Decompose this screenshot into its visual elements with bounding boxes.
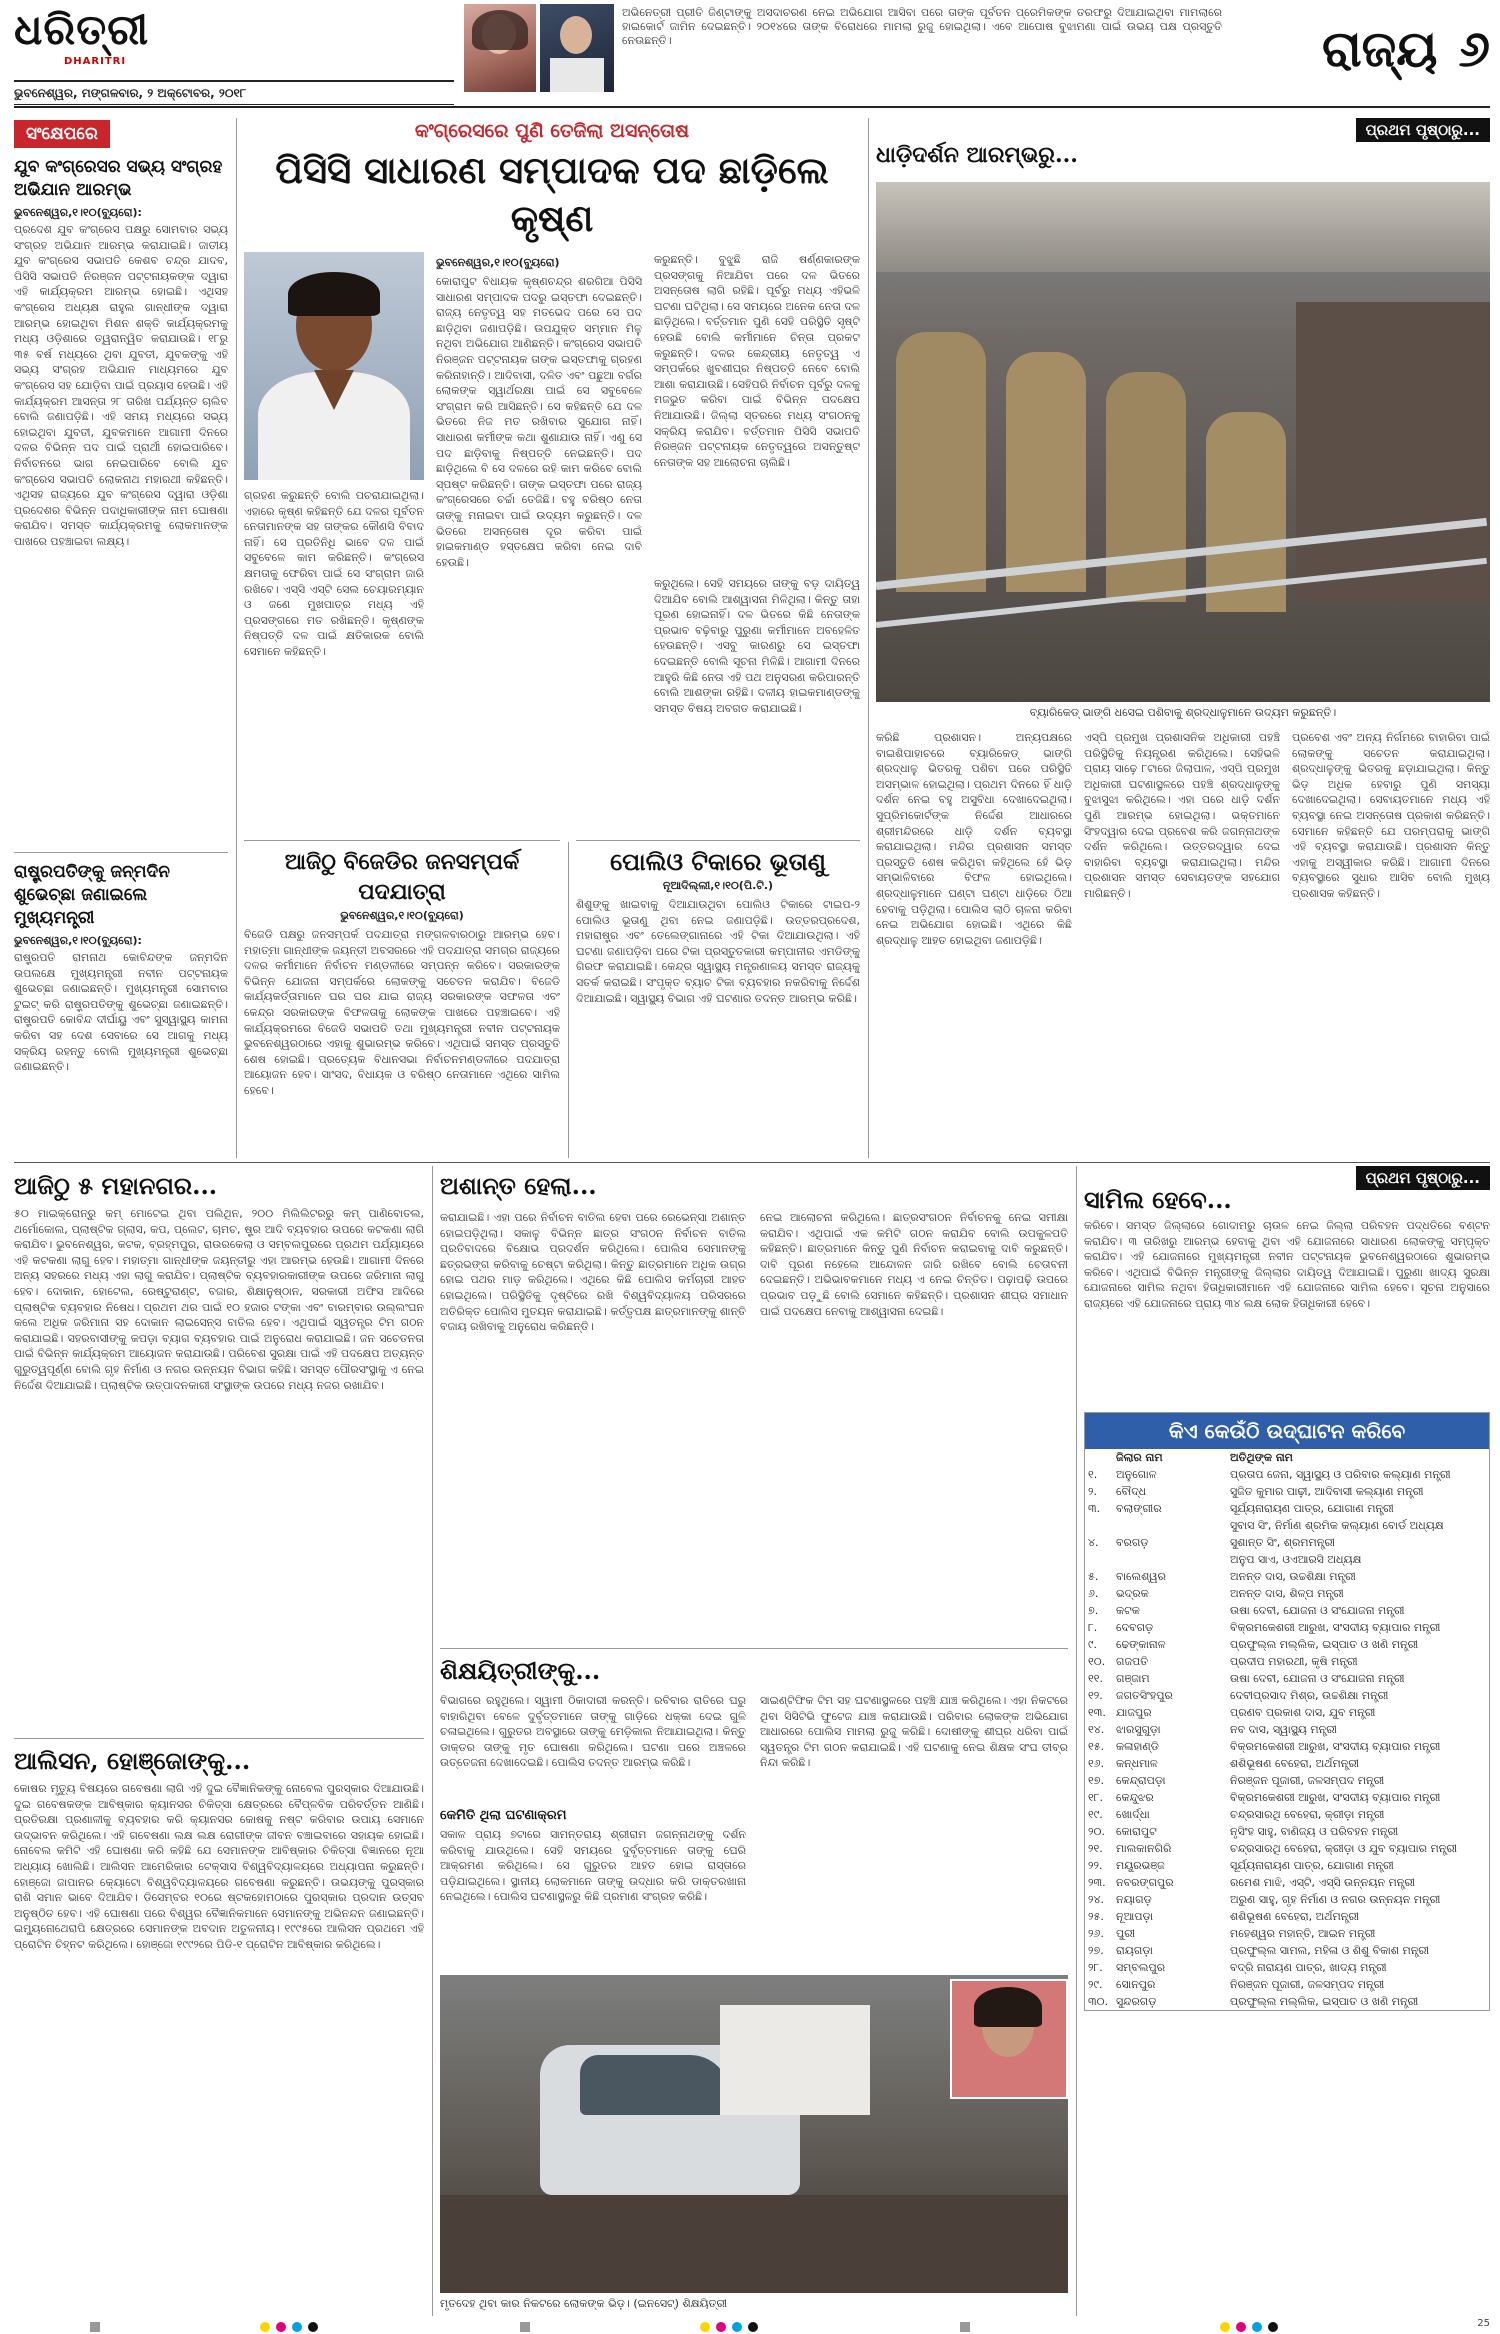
guest-cell: ଚନ୍ଦ୍ରସାରଥି ବେହେରା, କ୍ରୀଡ଼ା ଓ ଯୁବ ବ୍ୟାପାର ମନ୍ତ୍ରୀ [1230, 1842, 1458, 1855]
continued-label-bottom: ପ୍ରଥମ ପୃଷ୍ଠାରୁ... [1356, 1166, 1490, 1190]
district-cell [1113, 1517, 1227, 1534]
lead-body-col2b: କରୁଥିଲେ। ସେହି ସମୟରେ ତାଙ୍କୁ ବଡ଼ ଦାୟିତ୍ୱ ଦିଆଯିବ ବୋଲି ଆଶ୍ୱାସନା ମିଳିଥିଲା। କିନ୍ତୁ ତାହା ପୂରଣ ହୋଇନାହିଁ। ଦଳ ଭିତରେ କିଛି ନେତାଙ୍କ ପ୍ରଭାବ ବଢ଼ିବାରୁ ପୁରୁଣା କର୍ମୀମାନେ ଅବହେଳିତ ହେଉଛନ୍ତି। ଏସବୁ କାରଣରୁ ସେ ଇସ୍ତଫା ଦେଇଛନ୍ତି ବୋଲି ସୂଚନା ମିଳିଛି। ଆଗାମୀ ଦିନରେ ଆହୁରି କିଛି ନେତା ଏହି ପଥ ଅନୁସରଣ କରିପାରନ୍ତି ବୋଲି ଆଶଙ୍କା ରହିଛି। ଦଳୀୟ ହାଇକମାଣ୍ଡଙ୍କୁ ସମସ୍ତ ବିଷୟ ଅବଗତ କରାଯାଇଛି। [654, 577, 860, 715]
district-cell: କନ୍ଧମାଳ [1116, 1757, 1158, 1770]
district-cell: ଅନୁଗୋଳ [1116, 1468, 1157, 1481]
row-number: ୩. [1088, 1502, 1101, 1515]
district-cell: କୋରାପୁଟ [1116, 1825, 1157, 1838]
teacher-headline: ଶିକ୍ଷୟିତ୍ରୀଙ୍କୁ... [440, 1656, 601, 1685]
teacher-story [440, 1648, 1068, 2325]
brief2-dateline: ଭୁବନେଶ୍ୱର,୧।୧୦(ବ୍ୟୁରୋ): [14, 934, 142, 947]
row-number [1085, 1517, 1113, 1534]
row-number: ୨୭. [1088, 1944, 1104, 1957]
row-number: ୨୨. [1088, 1859, 1103, 1872]
row-number: ୧୬. [1088, 1757, 1105, 1770]
join-body: କରିବେ। ସମସ୍ତ ଜିଲ୍ଲାରେ ଗୋଦାମରୁ ଚାଉଳ ନେଇ ଜିଲ୍ଲା ପରିବହନ ପଦ୍ଧତିରେ ବଣ୍ଟନ କରାଯିବ। ୩ ତାରିଖରୁ ଆରମ୍ଭ ହେବାକୁ ଥିବା ଏହି ଯୋଜନାରେ ସାଧାରଣ ଲୋକଙ୍କୁ ସମ୍ପୃକ୍ତ କରାଯିବ। ଏହି ଯୋଜନାରେ ମୁଖ୍ୟମନ୍ତ୍ରୀ ନବୀନ ପଟ୍ଟନାୟକ ଭୁବନେଶ୍ୱରଠାରେ ଶୁଭାରମ୍ଭ କରିବେ। ଏଥିପାଇଁ ବିଭିନ୍ନ ମନ୍ତ୍ରୀଙ୍କୁ ଜିଲ୍ଲାର ଦାୟିତ୍ୱ ଦିଆଯାଇଛି। ପୁରୁଣା ଖାଦ୍ୟ ସୁରକ୍ଷା ଯୋଜନାରେ ସାମିଲ ନଥିବା ହିତାଧିକାରୀମାନେ ଏହି ଯୋଜନାରେ ସାମିଲ ହେବେ। ସୂଚନା ଅନୁସାରେ ରାଜ୍ୟରେ ଏହି ଯୋଜନାରେ ପ୍ରାୟ ୩୪ ଲକ୍ଷ ଲୋକ ହିତାଧିକାରୀ ହେବେ। [1084, 1219, 1490, 1310]
table-row [1085, 1789, 1489, 1806]
lead-dateline: ଭୁବନେଶ୍ୱର,୧।୧୦(ବ୍ୟୁରୋ) [436, 256, 560, 269]
lead-photo [244, 252, 424, 480]
guest-cell: ବିକ୍ରମକେଶରୀ ଆରୁଖ, ସଂସଦୀୟ ବ୍ୟାପାର ମନ୍ତ୍ରୀ [1230, 1621, 1441, 1634]
table-row [1085, 1942, 1489, 1959]
issue-date: ଭୁବନେଶ୍ୱର, ମଙ୍ଗଳବାର, ୨ ଅକ୍ଟୋବର, ୨୦୧୮ [14, 86, 247, 100]
darshan-body-col1: କରିଛି ପ୍ରଶାସନ। ଅନ୍ୟପକ୍ଷରେ ବାଇଶିପାହାଚରେ ବ୍ୟାରିକେଡ୍ ଭାଙ୍ଗି ଶ୍ରଦ୍ଧାଳୁ ଭିତରକୁ ପଶିବା ପରେ ପରିସ୍ଥିତି ଅସମ୍ଭାଳ ହୋଇଥିଲା। ପ୍ରଥମ ଦିନରେ ହିଁ ଧାଡ଼ି ଦର୍ଶନ ନେଇ ବହୁ ଅସୁବିଧା ଦେଖାଦେଇଥିଲା। ସୁପ୍ରିମକୋର୍ଟଙ୍କ ନିର୍ଦ୍ଦେଶ ଆଧାରରେ ଶ୍ରୀମନ୍ଦିରରେ ଧାଡ଼ି ଦର୍ଶନ ବ୍ୟବସ୍ଥା କରାଯାଇଥିଲା। ମନ୍ଦିର ପ୍ରଶାସନ ସମସ୍ତ ପ୍ରସ୍ତୁତି ଶେଷ କରିଥିବା କହିଥିଲେ ହେଁ ଭିଡ଼ ସମ୍ଭାଳିବାରେ ବିଫଳ ହୋଇଥିଲେ। ଶ୍ରଦ୍ଧାଳୁମାନେ ଘଣ୍ଟା ଘଣ୍ଟା ଧାଡ଼ିରେ ଠିଆ ହେବାକୁ ପଡ଼ିଥିଲା। ପୋଲିସ ଲାଠି ଚାଳନା କରିବା ନେଇ ଅଭିଯୋଗ ହୋଇଛି। ଏଥିରେ କିଛି ଶ୍ରଦ୍ଧାଳୁ ଆହତ ହୋଇଥିବା ଜଣାପଡ଼ିଛି। [876, 731, 1072, 947]
guest-cell: ସୂର୍ଯ୍ୟନାରାୟଣ ପାତ୍ର, ଯୋଗାଣ ମନ୍ତ୍ରୀ [1230, 1859, 1394, 1872]
guest-cell: ପ୍ରଫୁଲ୍ଲ ମଲ୍ଲିକ, ଇସ୍ପାତ ଓ ଖଣି ମନ୍ତ୍ରୀ [1230, 1638, 1419, 1651]
lead-body-col0: ଗ୍ରହଣ କରୁଛନ୍ତି ବୋଲି ପଚରାଯାଇଥିଲା। ଏହାରେ କୃଷ୍ଣ କହିଛନ୍ତି ଯେ ଦଳର ପୂର୍ବତନ ନେତାମାନଙ୍କ ସହ ତାଙ୍କର କୌଣସି ବିବାଦ ନାହିଁ। ସେ ପ୍ରତିନିଧି ଭାବେ ଦଳ ପାଇଁ ସବୁବେଳେ କାମ କରିଛନ୍ତି। କଂଗ୍ରେସ କ୍ଷମତାକୁ ଫେରିବା ପାଇଁ ସେ ସଂଗ୍ରାମ ଜାରି ରଖିବେ। ଏସ୍‌ସି ଏସ୍‌ଟି ସେଲ ଚେୟାରମ୍ୟାନ ଓ ଜଣେ ମୁଖପାତ୍ର ମଧ୍ୟ ଏହି ପ୍ରସଙ୍ଗରେ ମତ ରଖିଛନ୍ତି। କୃଷ୍ଣଙ୍କ ନିଷ୍ପତ୍ତି ଦଳ ପାଇଁ କ୍ଷତିକାରକ ବୋଲି ସେମାନେ କହିଛନ୍ତି। [244, 489, 424, 658]
guest-cell: ରମେଶ ମାଝି, ଏସ୍‌ଟି, ଏସ୍‌ସି ଉନ୍ନୟନ ମନ୍ତ୍ରୀ [1230, 1876, 1416, 1889]
darshan-story [876, 118, 1490, 1158]
guest-cell: ଉଷା ଦେବୀ, ଯୋଜନା ଓ ସଂଯୋଜନା ମନ୍ତ୍ରୀ [1230, 1604, 1405, 1617]
polio-body: ଶିଶୁଙ୍କୁ ଖାଇବାକୁ ଦିଆଯାଉଥିବା ପୋଲିଓ ଟିକାରେ ଟାଇପ-୨ ପୋଲିଓ ଭୂତାଣୁ ଥିବା ନେଇ ଜଣାପଡ଼ିଛି। ଉତ୍ତରପ୍ରଦେଶ, ମହାରାଷ୍ଟ୍ର ଏବଂ ତେଲେଙ୍ଗାନାରେ ଏହି ଟିକା ଦିଆଯାଉଥିଲା। ଏହି ଘଟଣା ଜଣାପଡ଼ିବା ପରେ ଟିକା ପ୍ରସ୍ତୁତକାରୀ କମ୍ପାନୀର ଏମଡିଙ୍କୁ ଗିରଫ କରାଯାଇଛି। କେନ୍ଦ୍ର ସ୍ୱାସ୍ଥ୍ୟ ମନ୍ତ୍ରଣାଳୟ ସମସ୍ତ ରାଜ୍ୟକୁ ସତର୍କ କରାଇଛି। ସଂପୃକ୍ତ ବ୍ୟାଚ ଟିକା ବ୍ୟବହାର ନକରିବାକୁ ନିର୍ଦ୍ଦେଶ ଦିଆଯାଇଛି। ସ୍ୱାସ୍ଥ୍ୟ ବିଭାଗ ଏହି ଘଟଣାର ତଦନ୍ତ ଆରମ୍ଭ କରିଛି। [576, 898, 860, 1005]
teaser-photo-woman [464, 4, 536, 92]
guest-cell: ନବ ଦାସ, ସ୍ୱାସ୍ଥ୍ୟ ମନ୍ତ୍ରୀ [1230, 1723, 1337, 1736]
table-row [1085, 1568, 1489, 1585]
table-row [1085, 1687, 1489, 1704]
brief1-body: ପ୍ରଦେଶ ଯୁବ କଂଗ୍ରେସ ପକ୍ଷରୁ ସୋମବାର ସଭ୍ୟ ସଂଗ୍ରହ ଅଭିଯାନ ଆରମ୍ଭ କରାଯାଇଛି। ଜାତୀୟ ଯୁବ କଂଗ୍ରେସ ସଭାପତି କେଶବ ଚନ୍ଦ୍ର ଯାଦବ, ପିସିସି ସଭାପତି ନିରଞ୍ଜନ ପଟ୍ଟନାୟକଙ୍କ ଦ୍ୱାରା ଏହି କାର୍ଯ୍ୟକ୍ରମ ଆରମ୍ଭ ହୋଇଛି। ଏଥିସହ କଂଗ୍ରେସ ଅଧ୍ୟକ୍ଷ ରାହୁଲ ଗାନ୍ଧୀଙ୍କ ଦ୍ୱାରା ଆରମ୍ଭ ହୋଇଥିବା ମିଶନ ଶକ୍ତି କାର୍ଯ୍ୟକ୍ରମକୁ ମଧ୍ୟ ଓଡ଼ିଶାରେ ତ୍ୱରାନ୍ୱିତ କରାଯାଉଛି। ୧୮ରୁ ୩୫ ବର୍ଷ ମଧ୍ୟରେ ଥିବା ଯୁବତୀ, ଯୁବକଙ୍କୁ ଏହି ସଭ୍ୟ ସଂଗ୍ରହ ଅଭିଯାନ ମାଧ୍ୟମରେ ଯୁବ କଂଗ୍ରେସ ସହ ଯୋଡ଼ିବା ପାଇଁ ପ୍ରୟାସ ହେଉଛି। ଏହି କାର୍ଯ୍ୟକ୍ରମ ଆସନ୍ତା ୨୮ ତାରିଖ ପର୍ଯ୍ୟନ୍ତ ଚାଲିବ ବୋଲି ଜଣାପଡ଼ିଛି। ଏହି ସମୟ ମଧ୍ୟରେ ସଭ୍ୟ ହୋଇଥିବା ଯୁବତୀ, ଯୁବକମାନେ ଆଗାମୀ ଦିନରେ ଦଳର ବିଭିନ୍ନ ପଦ ପାଇଁ ପ୍ରାର୍ଥୀ ହୋଇପାରିବେ। ନିର୍ବାଚନରେ ଭାଗ ନେଇପାରିବେ ବୋଲି ଯୁବ କଂଗ୍ରେସ ସଭାପତି ଲୋକନାଥ ମହାରଥୀ କହିଛନ୍ତି। ଏଥିସହ ରାଜ୍ୟରେ ଯୁବ କଂଗ୍ରେସ ଦ୍ୱାରା ଓଡ଼ିଶା ପ୍ରଦେଶର ବିଭିନ୍ନ ପଦାଧିକାରୀଙ୍କ ନାମ ଘୋଷଣା କରାଯିବ। ସମସ୍ତ କାର୍ଯ୍ୟକ୍ରମକୁ ଲୋକମାନଙ୍କ ପାଖରେ ପହଞ୍ଚାଇବା ଲକ୍ଷ୍ୟ। [14, 223, 228, 548]
darshan-body-col2: ଏସ୍‌ପି ପ୍ରମୁଖ ପ୍ରଶାସନିକ ଅଧିକାରୀ ପହଞ୍ଚି ପରିସ୍ଥିତିକୁ ନିୟନ୍ତ୍ରଣ କରିଥିଲେ। ସେହିଭଳି ପ୍ରାୟ ସାଢ଼େ ୮ଟାରେ ଜିଲାପାଳ, ଏସ୍‌ପି ପ୍ରମୁଖ ଅଧିକାରୀ ଘଟଣାସ୍ଥଳରେ ପହଞ୍ଚି ଶ୍ରଦ୍ଧାଳୁଙ୍କୁ ବୁଝାସୁଝା କରିଥିଲେ। ଏହା ପରେ ଧାଡ଼ି ଦର୍ଶନ ପୁଣି ଆରମ୍ଭ ହୋଇଥିଲା। ଭକ୍ତମାନେ ସିଂହଦ୍ୱାର ଦେଇ ପ୍ରବେଶ କରି ଜଗନ୍ନାଥଙ୍କ ଦର୍ଶନ କରିଥିଲେ। ଉତ୍ତରଦ୍ୱାର ଦେଇ ବାହାରିବା ବ୍ୟବସ୍ଥା କରାଯାଇଥିଲା। ମନ୍ଦିର ପ୍ରଶାସନ ସମସ୍ତ ସେବାୟତଙ୍କ ସହଯୋଗ ମାଗିଛନ୍ତି। [1084, 731, 1280, 900]
teacher-body-col1: ବିଭାଗରେ ରହୁଥିଲେ। ସ୍ୱାମୀ ଠିକାଦାରୀ କରନ୍ତି। ରବିବାର ରାତିରେ ଘରୁ ବାହାରିଥିବା ବେଳେ ଦୁର୍ବୃତ୍ତମାନେ ତାଙ୍କୁ ଗାଡ଼ିରେ ଧକ୍କା ଦେଇ ଗୁଳି ଚଳାଇଥିଲେ। ଗୁରୁତର ଅବସ୍ଥାରେ ତାଙ୍କୁ ମେଡ଼ିକାଲ ନିଆଯାଇଥିଲା। କିନ୍ତୁ ଡାକ୍ତର ତାଙ୍କୁ ମୃତ ଘୋଷଣା କରିଥିଲେ। ଘଟଣା ପରେ ଅଞ୍ଚଳରେ ଉତ୍ତେଜନା ଦେଖାଦେଇଛି। ପୋଲିସ ତଦନ୍ତ ଆରମ୍ଭ କରିଛି। [440, 1694, 746, 1770]
guest-cell: ବିକ୍ରମକେଶରୀ ଆରୁଖ, ସଂସଦୀୟ ବ୍ୟାପାର ମନ୍ତ୍ରୀ [1230, 1791, 1441, 1804]
briefs-column [14, 120, 228, 1160]
lead-headline: ପିସିସି ସାଧାରଣ ସମ୍ପାଦକ ପଦ ଛାଡ଼ିଲେ କୃଷ୍ଣ [275, 148, 829, 240]
district-cell: ବଲାଙ୍ଗୀର [1116, 1502, 1162, 1515]
district-cell: ନୟାଗଡ଼ [1116, 1893, 1152, 1906]
guest-cell: ପ୍ରତାପ ଜେନା, ସ୍ୱାସ୍ଥ୍ୟ ଓ ପରିବାର କଲ୍ୟାଣ ମନ୍ତ୍ରୀ [1230, 1468, 1451, 1481]
row-number: ୨୬. [1088, 1927, 1104, 1940]
bjd-headline: ଆଜିଠୁ ବିଜେଡିର ଜନସମ୍ପର୍କ ପଦଯାତ୍ରା [284, 849, 520, 905]
briefs-tag: ସଂକ୍ଷେପରେ [14, 120, 110, 148]
table-row [1085, 1755, 1489, 1772]
darshan-photo [876, 182, 1490, 702]
cities-headline: ଆଜିଠୁ ୫ ମହାନଗର... [14, 1171, 218, 1200]
district-cell: ବରଗଡ଼ [1116, 1536, 1149, 1549]
guest-cell: ଅରୁଣ ସାହୁ, ଗୃହ ନିର୍ମାଣ ଓ ନଗର ଉନ୍ନୟନ ମନ୍ତ୍ରୀ [1230, 1893, 1441, 1906]
polio-dateline: ନୂଆଦିଲ୍ଲୀ,୧।୧୦(ପି.ଟି.) [662, 879, 774, 892]
row-number: ୨୯. [1088, 1978, 1103, 1991]
district-cell: ବାଲେଶ୍ୱର [1116, 1570, 1166, 1583]
table-row [1085, 1636, 1489, 1653]
teacher-body-col1b: ସକାଳ ପ୍ରାୟ ୭ଟାରେ ସାମନ୍ତରାୟ ଶ୍ରୀରାମ ଜଗନ୍ନାଥଙ୍କୁ ଦର୍ଶନ କରିବାକୁ ଯାଉଥିଲେ। ସେହି ସମୟରେ ଦୁର୍ବୃତ୍ତମାନେ ତାଙ୍କୁ ଘେରି ଆକ୍ରମଣ କରିଥିଲେ। ସେ ଗୁରୁତର ଆହତ ହୋଇ ରାସ୍ତାରେ ପଡ଼ିଯାଇଥିଲେ। ସ୍ଥାନୀୟ ଲୋକମାନେ ତାଙ୍କୁ ଉଦ୍ଧାର କରି ଡାକ୍ତରଖାନା ନେଇଥିଲେ। ପୋଲିସ ଘଟଣାସ୍ଥଳରୁ କିଛି ପ୍ରମାଣ ସଂଗ୍ରହ କରିଛି। [440, 1828, 746, 1904]
table-row [1085, 1653, 1489, 1670]
table-row [1085, 1993, 1489, 2010]
row-number: ୧୯. [1088, 1808, 1103, 1821]
masthead [0, 0, 1500, 110]
row-number: ୧. [1088, 1468, 1098, 1481]
darshan-photo-caption: ବ୍ୟାରିକେଡ୍ ଭାଙ୍ଗି ଧସେଇ ପଶିବାକୁ ଶ୍ରଦ୍ଧାଳୁମାନେ ଉଦ୍ୟମ କରୁଛନ୍ତି। [1029, 706, 1337, 719]
table-row [1085, 1908, 1489, 1925]
table-row [1085, 1959, 1489, 1976]
row-number: ୪. [1088, 1536, 1099, 1549]
row-number: ୧୮. [1088, 1791, 1103, 1804]
row-number: ୨୪. [1088, 1893, 1105, 1906]
row-number: ୧୩. [1088, 1706, 1106, 1719]
row-number: ୨. [1088, 1485, 1097, 1498]
guest-cell: ନିରଞ୍ଜନ ପୂଜାରୀ, ଜଳସମ୍ପଦ ମନ୍ତ୍ରୀ [1230, 1978, 1385, 1991]
unrest-body-col1: କରାଯାଇଛି। ଏହା ପରେ ନିର୍ବାଚନ ବାତିଲ ହେବା ପରେ ରେଭେନ୍ସା ଅଶାନ୍ତ ହୋଇପଡ଼ିଥିଲା। ସକାଳୁ ବିଭିନ୍ନ ଛାତ୍ର ସଂଗଠନ ନିର୍ବାଚନ ବାତିଲ ପ୍ରତିବାଦରେ ବିକ୍ଷୋଭ ପ୍ରଦର୍ଶନ କରିଥିଲେ। ପୋଲିସ ସେମାନଙ୍କୁ ଛତ୍ରଭଙ୍ଗ କରିବାକୁ ଚେଷ୍ଟା କରିଥିଲା। କିନ୍ତୁ ଛାତ୍ରମାନେ ଅଧିକ ଉଗ୍ର ହୋଇ ପଥର ମାଡ଼ କରିଥିଲେ। ଏଥିରେ କିଛି ପୋଲିସ କର୍ମଚାରୀ ଆହତ ହୋଇଥିଲେ। ପରିସ୍ଥିତିକୁ ଦୃଷ୍ଟିରେ ରଖି ବିଶ୍ୱବିଦ୍ୟାଳୟ ପରିସରରେ ଅତିରିକ୍ତ ପୋଲିସ ମୁତୟନ କରାଯାଇଛି। କର୍ତ୍ତୃପକ୍ଷ ଛାତ୍ରମାନଙ୍କୁ ଶାନ୍ତି ବଜାୟ ରଖିବାକୁ ଅନୁରୋଧ କରିଛନ୍ତି। [440, 1211, 746, 1334]
alison-headline: ଆଲିସନ, ହୋଞ୍ଜୋଙ୍କୁ... [14, 1746, 251, 1775]
row-number: ୧୭. [1088, 1774, 1104, 1787]
district-cell: ଗଞ୍ଜାମ [1116, 1672, 1150, 1685]
row-number: ୨୮. [1088, 1961, 1103, 1974]
table-row [1085, 1585, 1489, 1602]
district-cell: ଭଦ୍ରକ [1116, 1587, 1149, 1600]
brief1-title: ଯୁବ କଂଗ୍ରେସର ସଭ୍ୟ ସଂଗ୍ରହ ଅଭିଯାନ ଆରମ୍ଭ [14, 157, 223, 200]
table-row [1085, 1840, 1489, 1857]
row-number: ୧୪. [1088, 1723, 1105, 1736]
table-row [1085, 1551, 1489, 1568]
district-cell: କେନ୍ଦ୍ରାପଡ଼ା [1116, 1774, 1166, 1787]
footer-bar [0, 2318, 1500, 2334]
guest-cell: ଶଶିଭୂଷଣ ବେହେରା, ଅର୍ଥମନ୍ତ୍ରୀ [1230, 1910, 1360, 1923]
table-row [1085, 1925, 1489, 1942]
district-cell: ନବରଙ୍ଗପୁର [1116, 1876, 1174, 1889]
district-cell: କେନ୍ଦୁଝର [1116, 1791, 1154, 1804]
table-row [1085, 1466, 1489, 1483]
row-number: ୨୧. [1088, 1842, 1103, 1855]
unrest-body-col2: ନେଇ ଆଲୋଚନା କରିଥିଲେ। ଛାତ୍ରସଂଗଠନ ନିର୍ବାଚନକୁ ନେଇ ସମୀକ୍ଷା କରାଯିବ। ଏଥିପାଇଁ ଏକ କମିଟି ଗଠନ କରାଯିବ ବୋଲି ଉପକୁଳପତି କହିଛନ୍ତି। ଛାତ୍ରମାନେ କିନ୍ତୁ ପୁଣି ନିର୍ବାଚନ କରାଇବାକୁ ଦାବି କରୁଛନ୍ତି। ଦାବି ପୂରଣ ନହେଲେ ଆନ୍ଦୋଳନ ଜାରି ରଖିବେ ବୋଲି ଚେତାବନୀ ଦେଇଛନ୍ତି। ଅଭିଭାବକମାନେ ମଧ୍ୟ ଏ ନେଇ ଚିନ୍ତିତ। ପଢ଼ାପଢ଼ି ଉପରେ ପ୍ରଭାବ ପଡ଼ୁଛି ବୋଲି ସେମାନେ କହିଛନ୍ତି। ପ୍ରଶାସନ ଶୀଘ୍ର ସମାଧାନ ପାଇଁ ପଦକ୍ଷେପ ନେବାକୁ ଆଶ୍ୱାସନା ଦେଇଛି। [760, 1211, 1068, 1318]
lead-kicker: କଂଗ୍ରେସରେ ପୁଣି ତେଜିଲା ଅସନ୍ତୋଷ [414, 120, 690, 142]
row-number: ୨୫. [1088, 1910, 1104, 1923]
teacher-photo [440, 1975, 1068, 2293]
guest-cell: ପ୍ରଫୁଲ୍ଲ ସାମଲ, ମହିଳା ଓ ଶିଶୁ ବିକାଶ ମନ୍ତ୍ରୀ [1230, 1944, 1430, 1957]
guest-cell: ପ୍ରଣବ ପ୍ରକାଶ ଦାସ, ଯୁବ ମନ୍ତ୍ରୀ [1230, 1706, 1376, 1719]
row-number [1085, 1551, 1113, 1568]
col-district-header: ଜିଲାର ନାମ [1116, 1451, 1163, 1464]
guest-cell: ବିକ୍ରମକେଶରୀ ଆରୁଖ, ସଂସଦୀୟ ବ୍ୟାପାର ମନ୍ତ୍ରୀ [1230, 1740, 1441, 1753]
page-number: ୬ [1458, 19, 1490, 78]
logo-text: ଧରିତ୍ରୀ [14, 5, 150, 54]
dateline-bar [14, 80, 454, 105]
guest-cell: ମହେଶ୍ୱର ମହାନ୍ତି, ଆଇନ ମନ୍ତ୍ରୀ [1230, 1927, 1376, 1940]
section-name: ରାଜ୍ୟ [1321, 19, 1438, 78]
ministers-table-title: କିଏ କେଉଁଠି ଉଦ୍‌ଘାଟନ କରିବେ [1085, 1413, 1489, 1449]
teaser-photo-man [540, 4, 614, 92]
guest-cell: ସୁଜିତ କୁମାର ପାଢ଼ୀ, ଆଦିବାସୀ କଲ୍ୟାଣ ମନ୍ତ୍ରୀ [1230, 1485, 1424, 1498]
darshan-headline: ଧାଡ଼ିଦର୍ଶନ ଆରମ୍ଭରୁ... [876, 142, 1078, 168]
cities-body: ୫୦ ମାଇକ୍ରୋନ୍‌ରୁ କମ୍ ମୋଟେଇ ଥିବା ପଲିଥିନ, ୨୦୦ ମିଲିଲିଟରରୁ କମ୍ ପାଣିବୋତଲ, ଥର୍ମୋକୋଲ, ପ୍ଲାଷ୍ଟିକ ଗ୍ଲାସ, କପ, ପ୍ଲେଟ, ଚାମଚ, ଷ୍ଟ୍ର ଆଦି ବ୍ୟବହାର ଉପରେ କଟକଣା ଲାଗି କରାଯିବ। ଭୁବନେଶ୍ୱର, କଟକ, ବ୍ରହ୍ମପୁର, ରାଉରକେଲା ଓ ସମ୍ବଲପୁରରେ ପ୍ରଥମ ପର୍ଯ୍ୟାୟରେ ଏହି କଟକଣା ଲାଗୁ ହେବ। ମହାତ୍ମା ଗାନ୍ଧୀଙ୍କ ଜୟନ୍ତୀରୁ ଏହା ଆରମ୍ଭ ହେଉଛି। ଆଗାମୀ ଦିନରେ ଅନ୍ୟ ସହରରେ ମଧ୍ୟ ଏହା ଲାଗୁ କରାଯିବ। ପ୍ଲାଷ୍ଟିକ ବ୍ୟବହାରକାରୀଙ୍କ ଉପରେ ଜରିମାନା ଲାଗୁ ହେବ। ଦୋକାନ, ହୋଟେଲ, ରେଷ୍ଟୁରାଣ୍ଟ, ବଜାର, ଶିକ୍ଷାନୁଷ୍ଠାନ, ସରକାରୀ ଅଫିସ ଆଦିରେ ପ୍ଲାଷ୍ଟିକ ବ୍ୟବହାର ନିଷେଧ। ପ୍ରଥମ ଥର ପାଇଁ ୧୦ ହଜାର ଟଙ୍କା ଏବଂ ବାରମ୍ବାର ଉଲ୍ଲଂଘନ କଲେ ଅଧିକ ଜରିମାନା ସହ ଦୋକାନ ଲାଇସେନ୍ସ ବାତିଲ ହେବ। ଏଥିପାଇଁ ସ୍ୱତନ୍ତ୍ର ଟିମ ଗଠନ କରାଯାଇଛି। ସହରବାସୀଙ୍କୁ କପଡ଼ା ବ୍ୟାଗ ବ୍ୟବହାର ପାଇଁ ଅନୁରୋଧ କରାଯାଇଛି। ଜନ ସଚେତନତା ପାଇଁ ବିଭିନ୍ନ କାର୍ଯ୍ୟକ୍ରମ ଆୟୋଜନ କରାଯାଉଛି। ପରିବେଶ ସୁରକ୍ଷା ପାଇଁ ଏହି ପଦକ୍ଷେପ ଅତ୍ୟନ୍ତ ଗୁରୁତ୍ୱପୂର୍ଣ୍ଣ ବୋଲି ଗୃହ ନିର୍ମାଣ ଓ ନଗର ଉନ୍ନୟନ ବିଭାଗ କହିଛି। ସମସ୍ତ ପୌରସଂସ୍ଥାକୁ ଏ ନେଇ ନିର୍ଦ୍ଦେଶ ଦିଆଯାଇଛି। ପ୍ଲାଷ୍ଟିକ ଉତ୍ପାଦନକାରୀ ସଂସ୍ଥାଙ୍କ ଉପରେ ମଧ୍ୟ ନଜର ରଖାଯିବ। [14, 1207, 424, 1392]
district-cell: ଝାରସୁଗୁଡ଼ା [1116, 1723, 1161, 1736]
footer-page-code: 25 [1477, 2318, 1490, 2329]
table-row [1085, 1670, 1489, 1687]
col-guest-header: ଅତିଥିଙ୍କ ନାମ [1230, 1451, 1293, 1464]
table-row [1085, 1500, 1489, 1517]
join-story [1084, 1166, 1490, 2316]
guest-cell: ନୃସିଂହ ସାହୁ, ବାଣିଜ୍ୟ ଓ ପରିବହନ ମନ୍ତ୍ରୀ [1230, 1825, 1399, 1838]
table-row [1085, 1806, 1489, 1823]
darshan-body-col3: ପ୍ରବେଶ ଏବଂ ଅନ୍ୟ ନିର୍ଗମରେ ବାହାରିବା ପାଇଁ ଲୋକଙ୍କୁ ସଚେତନ କରାଯାଇଥିଲା। ଶ୍ରଦ୍ଧାଳୁଙ୍କୁ ଭିତରକୁ ଛଡ଼ାଯାଇଥିଲା। କିନ୍ତୁ ଭିଡ଼ ଅଧିକ ହେବାରୁ ପୁଣି ସମସ୍ୟା ଦେଖାଦେଇଥିଲା। ସେବାୟତମାନେ ମଧ୍ୟ ଏହି ବ୍ୟବସ୍ଥା ନେଇ ଅସନ୍ତୋଷ ପ୍ରକାଶ କରିଛନ୍ତି। ସେମାନେ କହିଛନ୍ତି ଯେ ପରମ୍ପରାକୁ ଭାଙ୍ଗି ଏହି ବ୍ୟବସ୍ଥା କରାଯାଉଛି। ପ୍ରଶାସନ କିନ୍ତୁ ଏହାକୁ ଅସ୍ୱୀକାର କରିଛି। ଆଗାମୀ ଦିନରେ ବ୍ୟବସ୍ଥାରେ ସୁଧାର ଆସିବ ବୋଲି ମୁଖ୍ୟ ପ୍ରଶାସକ କହିଛନ୍ତି। [1292, 731, 1490, 900]
district-cell: କଳାହାଣ୍ଡି [1116, 1740, 1159, 1753]
district-cell: ସମ୍ବଲପୁର [1116, 1961, 1166, 1974]
row-number: ୮. [1088, 1621, 1098, 1634]
bjd-body: ବିଜେଡି ପକ୍ଷରୁ ଜନସମ୍ପର୍କ ପଦଯାତ୍ରା ମଙ୍ଗଳବାରଠାରୁ ଆରମ୍ଭ ହେବ। ମହାତ୍ମା ଗାନ୍ଧୀଙ୍କ ଜୟନ୍ତୀ ଅବସରରେ ଏହି ପଦଯାତ୍ରା ସମଗ୍ର ରାଜ୍ୟରେ ଦଳର କର୍ମୀମାନେ ନିର୍ବାଚନ ମଣ୍ଡଳୀରେ ସମ୍ପନ୍ନ କରିବେ। ସରକାରଙ୍କ ବିଭିନ୍ନ ଯୋଜନା ସମ୍ପର୍କରେ ଲୋକଙ୍କୁ ସଚେତନ କରାଯିବ। ବିଜେଡି କାର୍ଯ୍ୟକର୍ତ୍ତାମାନେ ଘର ଘର ଯାଇ ରାଜ୍ୟ ସରକାରଙ୍କ ସଫଳତା ଏବଂ କେନ୍ଦ୍ର ସରକାରଙ୍କ ବିଫଳତାକୁ ଲୋକଙ୍କ ପାଖରେ ପହଞ୍ଚାଇବେ। ଏହି କାର୍ଯ୍ୟକ୍ରମରେ ବିଜେଡି ସଭାପତି ତଥା ମୁଖ୍ୟମନ୍ତ୍ରୀ ନବୀନ ପଟ୍ଟନାୟକ ଭୁବନେଶ୍ୱରଠାରେ ଏହାକୁ ଶୁଭାରମ୍ଭ କରିବେ। ଏଥିପାଇଁ ସମସ୍ତ ପ୍ରସ୍ତୁତି ଶେଷ ହୋଇଛି। ପ୍ରତ୍ୟେକ ବିଧାନସଭା ନିର୍ବାଚନମଣ୍ଡଳୀରେ ପଦଯାତ୍ରା ଆୟୋଜନ ହେବ। ସାଂସଦ, ବିଧାୟକ ଓ ବରିଷ୍ଠ ନେତାମାନେ ଏଥିରେ ସାମିଲ ହେବେ। [244, 928, 560, 1097]
logo-subtitle: DHARITRI [64, 56, 127, 67]
table-row [1085, 1483, 1489, 1500]
table-row [1085, 1823, 1489, 1840]
table-row [1085, 1891, 1489, 1908]
join-headline: ସାମିଲ ହେବେ... [1084, 1185, 1232, 1214]
lead-story [244, 118, 860, 838]
guest-cell: ପ୍ରଫୁଲ୍ଲ ମଲ୍ଲିକ, ଇସ୍ପାତ ଓ ଖଣି ମନ୍ତ୍ରୀ [1230, 1995, 1419, 2008]
brief1-dateline: ଭୁବନେଶ୍ୱର,୧।୧୦(ବ୍ୟୁରୋ): [14, 206, 142, 219]
unrest-story [440, 1170, 1068, 1640]
district-cell: ଯାଜପୁର [1116, 1706, 1152, 1719]
table-row [1085, 1738, 1489, 1755]
district-cell: ରାୟଗଡ଼ା [1116, 1944, 1153, 1957]
row-number: ୭. [1088, 1604, 1099, 1617]
bjd-dateline: ଭୁବନେଶ୍ୱର,୧।୧୦(ବ୍ୟୁରୋ) [340, 909, 464, 922]
teacher-subhead: କେମିତି ଥିଲା ଘଟଣାକ୍ରମ [440, 1808, 567, 1823]
guest-cell: ଅନନ୍ତ ଦାସ, ଉଚ୍ଚଶିକ୍ଷା ମନ୍ତ୍ରୀ [1230, 1570, 1356, 1583]
guest-cell: ଉଷା ଦେବୀ, ଯୋଜନା ଓ ସଂଯୋଜନା ମନ୍ତ୍ରୀ [1230, 1672, 1405, 1685]
table-row [1085, 1602, 1489, 1619]
table-row [1085, 1976, 1489, 1993]
guest-cell: ସୁଶାନ୍ତ ସିଂ, ଶ୍ରମମନ୍ତ୍ରୀ [1230, 1536, 1336, 1549]
polio-headline: ପୋଲିଓ ଟିକାରେ ଭୂତାଣୁ [610, 847, 826, 876]
teaser-text: ଅଭିନେତ୍ରୀ ପ୍ରୀତି ଜିଣ୍ଟାଙ୍କୁ ଅସଦାଚରଣ ନେଇ ଅଭିଯୋଗ ଆସିବା ପରେ ତାଙ୍କ ପୂର୍ବତନ ପ୍ରେମିକଙ୍କ ତରଫରୁ ଦିଆଯାଇଥିବା ମାମଲାରେ ହାଇକୋର୍ଟ ଜାମିନ ଦେଇଛନ୍ତି। ୨୦୧୪ରେ ତାଙ୍କ ବିରୋଧରେ ମାମଲା ରୁଜୁ ହୋଇଥିଲା। ଏବେ ଆପୋଷ ବୁଝାମଣା ପାଇଁ ଉଭୟ ପକ୍ଷ ପ୍ରସ୍ତୁତି ନେଉଛନ୍ତି। [622, 6, 1222, 47]
row-number: ୧୨. [1088, 1689, 1103, 1702]
district-cell: କଟକ [1116, 1604, 1140, 1617]
district-cell: ଗଜପତି [1116, 1655, 1149, 1668]
guest-cell: ପ୍ରଦୀପ ମହାରଥୀ, କୃଷି ମନ୍ତ୍ରୀ [1230, 1655, 1358, 1668]
row-number: ୧୦. [1088, 1655, 1106, 1668]
row-number: ୯. [1088, 1638, 1097, 1651]
row-number: ୩୦. [1088, 1995, 1109, 2008]
brief2-title: ରାଷ୍ଟ୍ରପତିଙ୍କୁ ଜନ୍ମଦିନ ଶୁଭେଚ୍ଛା ଜଣାଇଲେ ମୁଖ୍ୟମନ୍ତ୍ରୀ [14, 862, 170, 928]
guest-cell: ଅନୁପ ସାଏ, ଓଏଆରସି ଅଧ୍ୟକ୍ଷ [1230, 1553, 1362, 1566]
teacher-body-col2: ସାଇଣ୍ଟିଫିକ ଟିମ ସହ ଘଟଣାସ୍ଥଳରେ ପହଞ୍ଚି ଯାଞ୍ଚ କରିଥିଲେ। ଏହା ନିକଟରେ ଥିବା ସିସିଟିଭି ଫୁଟେଜ ଯାଞ୍ଚ କରାଯାଉଛି। ପରିବାର ଲୋକଙ୍କ ଅଭିଯୋଗ ଆଧାରରେ ପୋଲିସ ମାମଲା ରୁଜୁ କରିଛି। ଦୋଷୀଙ୍କୁ ଶୀଘ୍ର ଧରିବା ପାଇଁ ସ୍ୱତନ୍ତ୍ର ଟିମ ଗଠନ କରାଯାଇଛି। ଏହି ଘଟଣାକୁ ନେଇ ଶିକ୍ଷକ ସଂଘ ତୀବ୍ର ନିନ୍ଦା କରିଛି। [760, 1694, 1068, 1770]
row-number: ୬. [1088, 1587, 1099, 1600]
table-row [1085, 1874, 1489, 1891]
district-cell [1113, 1551, 1227, 1568]
guest-cell: ବଦ୍ରି ନାରାୟଣ ପାତ୍ର, ଖାଦ୍ୟ ମନ୍ତ୍ରୀ [1230, 1961, 1387, 1974]
brief2-body: ରାଷ୍ଟ୍ରପତି ରାମନାଥ କୋବିନ୍ଦଙ୍କ ଜନ୍ମଦିନ ଉପଲକ୍ଷେ ମୁଖ୍ୟମନ୍ତ୍ରୀ ନବୀନ ପଟ୍ଟନାୟକ ଶୁଭେଚ୍ଛା ଜଣାଇଛନ୍ତି। ମୁଖ୍ୟମନ୍ତ୍ରୀ ସୋମବାର ଟୁଇଟ୍ କରି ରାଷ୍ଟ୍ରପତିଙ୍କୁ ଶୁଭେଚ୍ଛା ଜଣାଇଛନ୍ତି। ରାଷ୍ଟ୍ରପତି କୋବିନ୍ଦ ଦୀର୍ଘାୟୁ ଏବଂ ସୁସ୍ୱାସ୍ଥ୍ୟ କାମନା କରିବା ସହ ଦେଶ ସେବାରେ ସେ ଆଗକୁ ମଧ୍ୟ ସକ୍ରିୟ ରହନ୍ତୁ ବୋଲି ମୁଖ୍ୟମନ୍ତ୍ରୀ ଶୁଭେଚ୍ଛା ଜଣାଇଛନ୍ତି। [14, 951, 228, 1074]
lead-body-col1: କୋରାପୁଟ ବିଧାୟକ କୃଷ୍ଣଚନ୍ଦ୍ର ଶରଗିଆ ପିସିସି ସାଧାରଣ ସମ୍ପାଦକ ପଦରୁ ଇସ୍ତଫା ଦେଇଛନ୍ତି। ରାଜ୍ୟ ନେତୃତ୍ୱ ସହ ମତଭେଦ ପରେ ସେ ପଦ ଛାଡ଼ିଥିବା ଜଣାପଡ଼ିଛି। ଉପଯୁକ୍ତ ସମ୍ମାନ ମିଳୁ ନଥିବା ଅଭିଯୋଗ ଆଣିଛନ୍ତି। କଂଗ୍ରେସ ସଭାପତି ନିରଞ୍ଜନ ପଟ୍ଟନାୟକ ତାଙ୍କ ଇସ୍ତଫାକୁ ଗ୍ରହଣ କରିନାହାନ୍ତି। ଆଦିବାସୀ, ଦଳିତ ଏବଂ ପଛୁଆ ବର୍ଗର ଲୋକଙ୍କ ସ୍ୱାର୍ଥରକ୍ଷା ପାଇଁ ସେ ସବୁବେଳେ ସଂଗ୍ରାମ କରି ଆସିଛନ୍ତି। ସେ କହିଛନ୍ତି ଯେ ଦଳ ଭିତରେ ନିଜ ମତ ରଖିବାର ସୁଯୋଗ ନାହିଁ। ସାଧାରଣ କର୍ମୀଙ୍କ କଥା ଶୁଣାଯାଉ ନାହିଁ। ଏଣୁ ସେ ପଦ ଛାଡ଼ିବାକୁ ନିଷ୍ପତ୍ତି ନେଇଛନ୍ତି। ପଦ ଛାଡ଼ିଥିଲେ ବି ସେ ଦଳରେ ରହି କାମ କରିବେ ବୋଲି ସ୍ପଷ୍ଟ କରିଛନ୍ତି। ତାଙ୍କ ଇସ୍ତଫା ପରେ ରାଜ୍ୟ କଂଗ୍ରେସରେ ଚର୍ଚ୍ଚା ତେଜିଛି। ବହୁ ବରିଷ୍ଠ ନେତା ତାଙ୍କୁ ମନାଇବା ପାଇଁ ଉଦ୍ୟମ କରୁଛନ୍ତି। ଦଳ ଭିତରେ ଅସନ୍ତୋଷ ଦୂର କରିବା ପାଇଁ ହାଇକମାଣ୍ଡ ହସ୍ତକ୍ଷେପ କରିବା ନେଇ ଦାବି ହେଉଛି। [436, 275, 642, 569]
table-row [1085, 1704, 1489, 1721]
guest-cell: ଚନ୍ଦ୍ରସାରଥି ବେହେରା, କ୍ରୀଡ଼ା ମନ୍ତ୍ରୀ [1230, 1808, 1385, 1821]
district-cell: ଢେଙ୍କାନାଳ [1116, 1638, 1166, 1651]
district-cell: ସୁନ୍ଦରଗଡ଼ [1116, 1995, 1157, 2008]
unrest-headline: ଅଶାନ୍ତ ହେଲା... [440, 1171, 597, 1200]
alison-body: କୋଷର ମୃତ୍ୟୁ ବିଷୟରେ ଗବେଷଣା ଲାଗି ଏହି ଦୁଇ ବୈଜ୍ଞାନିକଙ୍କୁ ନୋବେଲ ପୁରସ୍କାର ଦିଆଯାଉଛି। ଦୁଇ ଗବେଷକଙ୍କ ଆବିଷ୍କାର କ୍ୟାନସର ଚିକିତ୍ସା କ୍ଷେତ୍ରରେ ବୈପ୍ଳବିକ ପରିବର୍ତ୍ତନ ଆଣିଛି। ପ୍ରତିରକ୍ଷା ପ୍ରଣାଳୀକୁ ବ୍ୟବହାର କରି କ୍ୟାନସର କୋଷକୁ ନଷ୍ଟ କରିବାର ଉପାୟ ସେମାନେ ଉଦ୍ଭାବନ କରିଥିଲେ। ଏହି ଗବେଷଣା ଲକ୍ଷ ଲକ୍ଷ ରୋଗୀଙ୍କ ଜୀବନ ବଞ୍ଚାଇବାରେ ସହାୟକ ହୋଇଛି। ନୋବେଲ କମିଟି ଏହି ଘୋଷଣା କରି କହିଛି ଯେ ସେମାନଙ୍କ ଆବିଷ୍କାର ଚିକିତ୍ସା ବିଜ୍ଞାନରେ ନୂଆ ଅଧ୍ୟାୟ ଖୋଲିଛି। ଆଲିସନ ଆମେରିକାର ଟେକ୍ସାସ ବିଶ୍ୱବିଦ୍ୟାଳୟରେ ଅଧ୍ୟାପନା କରୁଛନ୍ତି। ହୋଞ୍ଜୋ ଜାପାନର କ୍ୟୋଟୋ ବିଶ୍ୱବିଦ୍ୟାଳୟରେ ଗବେଷଣା କରୁଛନ୍ତି। ଉଭୟଙ୍କୁ ପୁରସ୍କାର ରାଶି ସମାନ ଭାବେ ଦିଆଯିବ। ଡିସେମ୍ବର ୧୦ରେ ଷ୍ଟକହୋମଠାରେ ପୁରସ୍କାର ପ୍ରଦାନ ଉତ୍ସବ ଅନୁଷ୍ଠିତ ହେବ। ଏହି ଘୋଷଣା ପରେ ବିଶ୍ୱର ବୈଜ୍ଞାନିକମାନେ ସେମାନଙ୍କୁ ଅଭିନନ୍ଦନ ଜଣାଇଛନ୍ତି। ଇମ୍ୟୁନୋଥେରାପି କ୍ଷେତ୍ରରେ ସେମାନଙ୍କ ଅବଦାନ ଅତୁଳନୀୟ। ୧୯୯୫ରେ ଆଲିସନ ପ୍ରଥମେ ଏହି ପ୍ରୋଟିନ ଚିହ୍ନଟ କରିଥିଲେ। ହୋଞ୍ଜୋ ୧୯୯୨ରେ ପିଡି-୧ ପ୍ରୋଟିନ ଆବିଷ୍କାର କରିଥିଲେ। [14, 1782, 424, 1951]
bjd-story [244, 840, 560, 1165]
district-cell: ମାଲକାନଗିରି [1116, 1842, 1172, 1855]
district-cell: ନୂଆପଡ଼ା [1116, 1910, 1154, 1923]
row-number: ୨୩. [1088, 1876, 1106, 1889]
teacher-photo-caption: ମୃତଦେହ ଥିବା କାର ନିକଟରେ ଲୋକଙ୍କ ଭିଡ଼। (ଇନସେଟ୍‌) ଶିକ୍ଷୟିତ୍ରୀ [440, 2297, 728, 2310]
district-cell: ବୌଦ୍ଧ [1116, 1485, 1147, 1498]
guest-cell: ଅନନ୍ତ ଦାସ, ଶିଳ୍ପ ମନ୍ତ୍ରୀ [1230, 1587, 1344, 1600]
guest-cell: ଦେବୀପ୍ରସାଦ ମିଶ୍ର, ଉଚ୍ଚଶିକ୍ଷା ମନ୍ତ୍ରୀ [1230, 1689, 1389, 1702]
district-cell: ପୁରୀ [1116, 1927, 1135, 1940]
ministers-table [1085, 1449, 1489, 2010]
continued-label-top: ପ୍ରଥମ ପୃଷ୍ଠାରୁ... [1356, 118, 1490, 142]
table-row [1085, 1857, 1489, 1874]
district-cell: ସୋନପୁର [1116, 1978, 1156, 1991]
row-number: ୧୫. [1088, 1740, 1105, 1753]
district-cell: ଦେବଗଡ଼ [1116, 1621, 1154, 1634]
table-row [1085, 1534, 1489, 1551]
logo [14, 4, 174, 74]
ministers-table-box [1084, 1412, 1490, 2011]
alison-story [14, 1738, 424, 2325]
table-row [1085, 1772, 1489, 1789]
guest-cell: ନିରଞ୍ଜନ ପୂଜାରୀ, ଜଳସମ୍ପଦ ମନ୍ତ୍ରୀ [1230, 1774, 1385, 1787]
table-row [1085, 1619, 1489, 1636]
guest-cell: ସୂର୍ଯ୍ୟନାରାୟଣ ପାତ୍ର, ଯୋଗାଣ ମନ୍ତ୍ରୀ [1230, 1502, 1394, 1515]
row-number: ୫. [1088, 1570, 1099, 1583]
section-label [1250, 4, 1490, 94]
table-row [1085, 1721, 1489, 1738]
row-number: ୧୧. [1088, 1672, 1103, 1685]
polio-story [576, 840, 860, 1165]
district-cell: ଜଗତସିଂହପୁର [1116, 1689, 1173, 1702]
cities-story [14, 1170, 424, 1730]
district-cell: ମୟୂରଭଞ୍ଜ [1116, 1859, 1165, 1872]
guest-cell: ସୁବାସ ସିଂ, ନିର୍ମାଣ ଶ୍ରମିକ କଲ୍ୟାଣ ବୋର୍ଡ ଅଧ୍ୟକ୍ଷ [1230, 1519, 1444, 1532]
guest-cell: ଶଶିଭୂଷଣ ବେହେରା, ଅର୍ଥମନ୍ତ୍ରୀ [1230, 1757, 1360, 1770]
lead-body-col2: କରୁଛନ୍ତି। ବୁଝୁଛି ରାଜି ଷର୍ଣ୍ଣକାରଙ୍କ ପ୍ରସଙ୍ଗକୁ ନିଆଯିବା ପରେ ଦଳ ଭିତରେ ଅସନ୍ତୋଷ ଲାଗି ରହିଛି। ପୂର୍ବରୁ ମଧ୍ୟ ଏହିଭଳି ଘଟଣା ଘଟିଥିଲା। ସେ ସମୟରେ ଅନେକ ନେତା ଦଳ ଛାଡ଼ିଥିଲେ। ବର୍ତ୍ତମାନ ପୁଣି ସେହି ପରିସ୍ଥିତି ସୃଷ୍ଟି ହେଉଛି ବୋଲି କର୍ମୀମାନେ ଚିନ୍ତା ପ୍ରକଟ କରୁଛନ୍ତି। ଦଳର କେନ୍ଦ୍ରୀୟ ନେତୃତ୍ୱ ଏ ସମ୍ପର୍କରେ ଖୁବଶୀଘ୍ର ନିଷ୍ପତ୍ତି ନେବେ ବୋଲି ଆଶା କରାଯାଉଛି। ସେହିପରି ନିର୍ବାଚନ ପୂର୍ବରୁ ଦଳକୁ ମଜଭୁତ କରିବା ପାଇଁ ବିଭିନ୍ନ ପଦକ୍ଷେପ ନିଆଯାଉଛି। ଜିଲ୍ଲା ସ୍ତରରେ ମଧ୍ୟ ସଂଗଠନକୁ ସକ୍ରିୟ କରାଯିବ। ବର୍ତ୍ତମାନ ପିସିସି ସଭାପତି ନିରଞ୍ଜନ ପଟ୍ଟନାୟକ ନେତୃତ୍ୱରେ ଅସନ୍ତୁଷ୍ଟ ନେତାଙ୍କ ସହ ଆଲୋଚନା ଚାଲିଛି। [654, 253, 860, 469]
table-row [1085, 1517, 1489, 1534]
district-cell: ଖୋର୍ଦ୍ଧା [1116, 1808, 1150, 1821]
row-number: ୨୦. [1088, 1825, 1105, 1838]
